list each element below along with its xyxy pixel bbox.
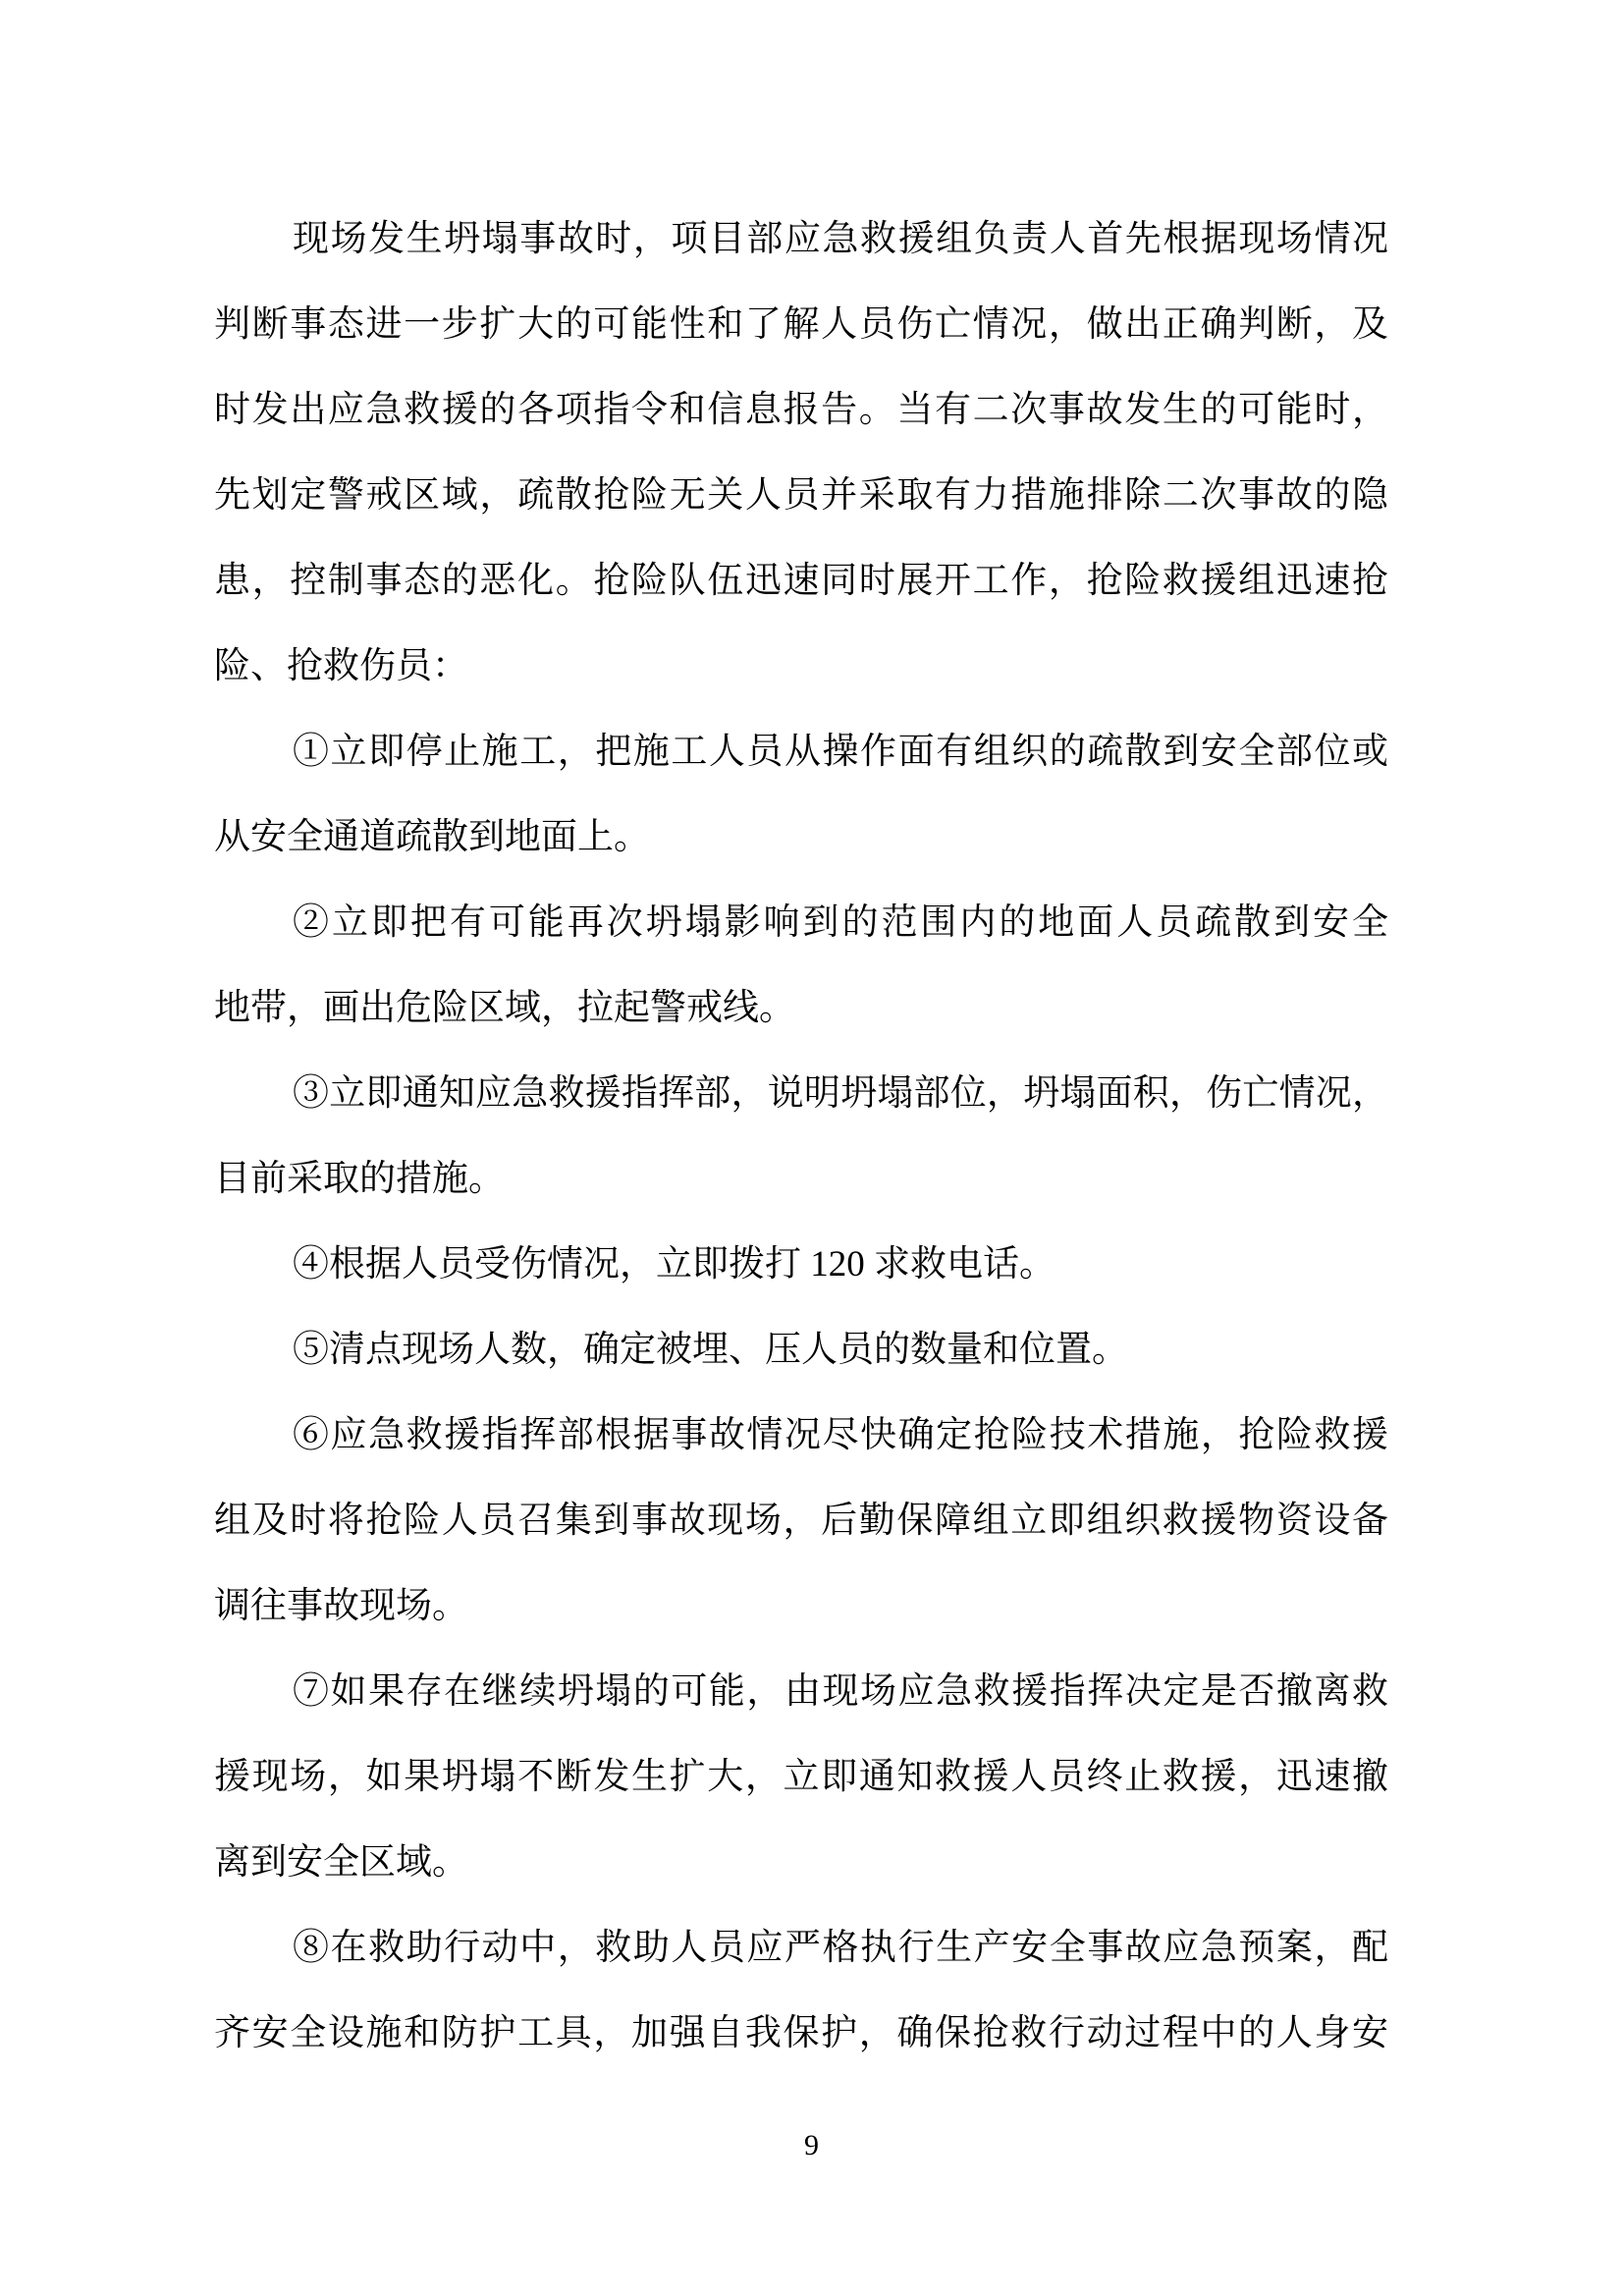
text-line: 援现场，如果坍塌不断发生扩大，立即通知救援人员终止救援，迅速撤 bbox=[214, 1757, 1388, 1797]
text-line: 组及时将抢险人员召集到事故现场，后勤保障组立即组织救援物资设备 bbox=[214, 1501, 1388, 1541]
text-line: 调往事故现场。 bbox=[214, 1586, 468, 1626]
text-line: 离到安全区域。 bbox=[214, 1842, 468, 1883]
text-line: ②立即把有可能再次坍塌影响到的范围内的地面人员疏散到安全 bbox=[293, 902, 1388, 943]
text-line: 现场发生坍塌事故时，项目部应急救援组负责人首先根据现场情况 bbox=[293, 219, 1388, 259]
text-line: 险、抢救伤员： bbox=[214, 646, 468, 686]
text-line: 地带，画出危险区域，拉起警戒线。 bbox=[214, 988, 795, 1028]
text-line: 目前采取的措施。 bbox=[214, 1159, 505, 1199]
text-line: 齐安全设施和防护工具，加强自我保护，确保抢救行动过程中的人身安 bbox=[214, 2013, 1388, 2053]
text-line: 先划定警戒区域，疏散抢险无关人员并采取有力措施排除二次事故的隐 bbox=[214, 475, 1388, 516]
text-line: ①立即停止施工，把施工人员从操作面有组织的疏散到安全部位或 bbox=[293, 732, 1388, 772]
text-line: ⑧在救助行动中，救助人员应严格执行生产安全事故应急预案，配 bbox=[293, 1928, 1388, 1968]
text-line: 从安全通道疏散到地面上。 bbox=[214, 817, 650, 857]
text-line: 时发出应急救援的各项指令和信息报告。当有二次事故发生的可能时， bbox=[214, 390, 1388, 430]
document-body bbox=[214, 196, 1388, 2076]
page-number: 9 bbox=[804, 2129, 819, 2161]
text-line: ⑤清点现场人数，确定被埋、压人员的数量和位置。 bbox=[293, 1330, 1128, 1370]
text-line: 患，控制事态的恶化。抢险队伍迅速同时展开工作，抢险救援组迅速抢 bbox=[214, 561, 1388, 601]
text-line: ⑥应急救援指挥部根据事故情况尽快确定抢险技术措施，抢险救援 bbox=[293, 1415, 1388, 1455]
text-line: ⑦如果存在继续坍塌的可能，由现场应急救援指挥决定是否撤离救 bbox=[293, 1671, 1388, 1712]
text-line: ④根据人员受伤情况，立即拨打 120 求救电话。 bbox=[293, 1244, 1055, 1285]
text-line: ③立即通知应急救援指挥部，说明坍塌部位，坍塌面积，伤亡情况， bbox=[293, 1073, 1388, 1114]
text-line: 判断事态进一步扩大的可能性和了解人员伤亡情况，做出正确判断，及 bbox=[214, 304, 1388, 345]
